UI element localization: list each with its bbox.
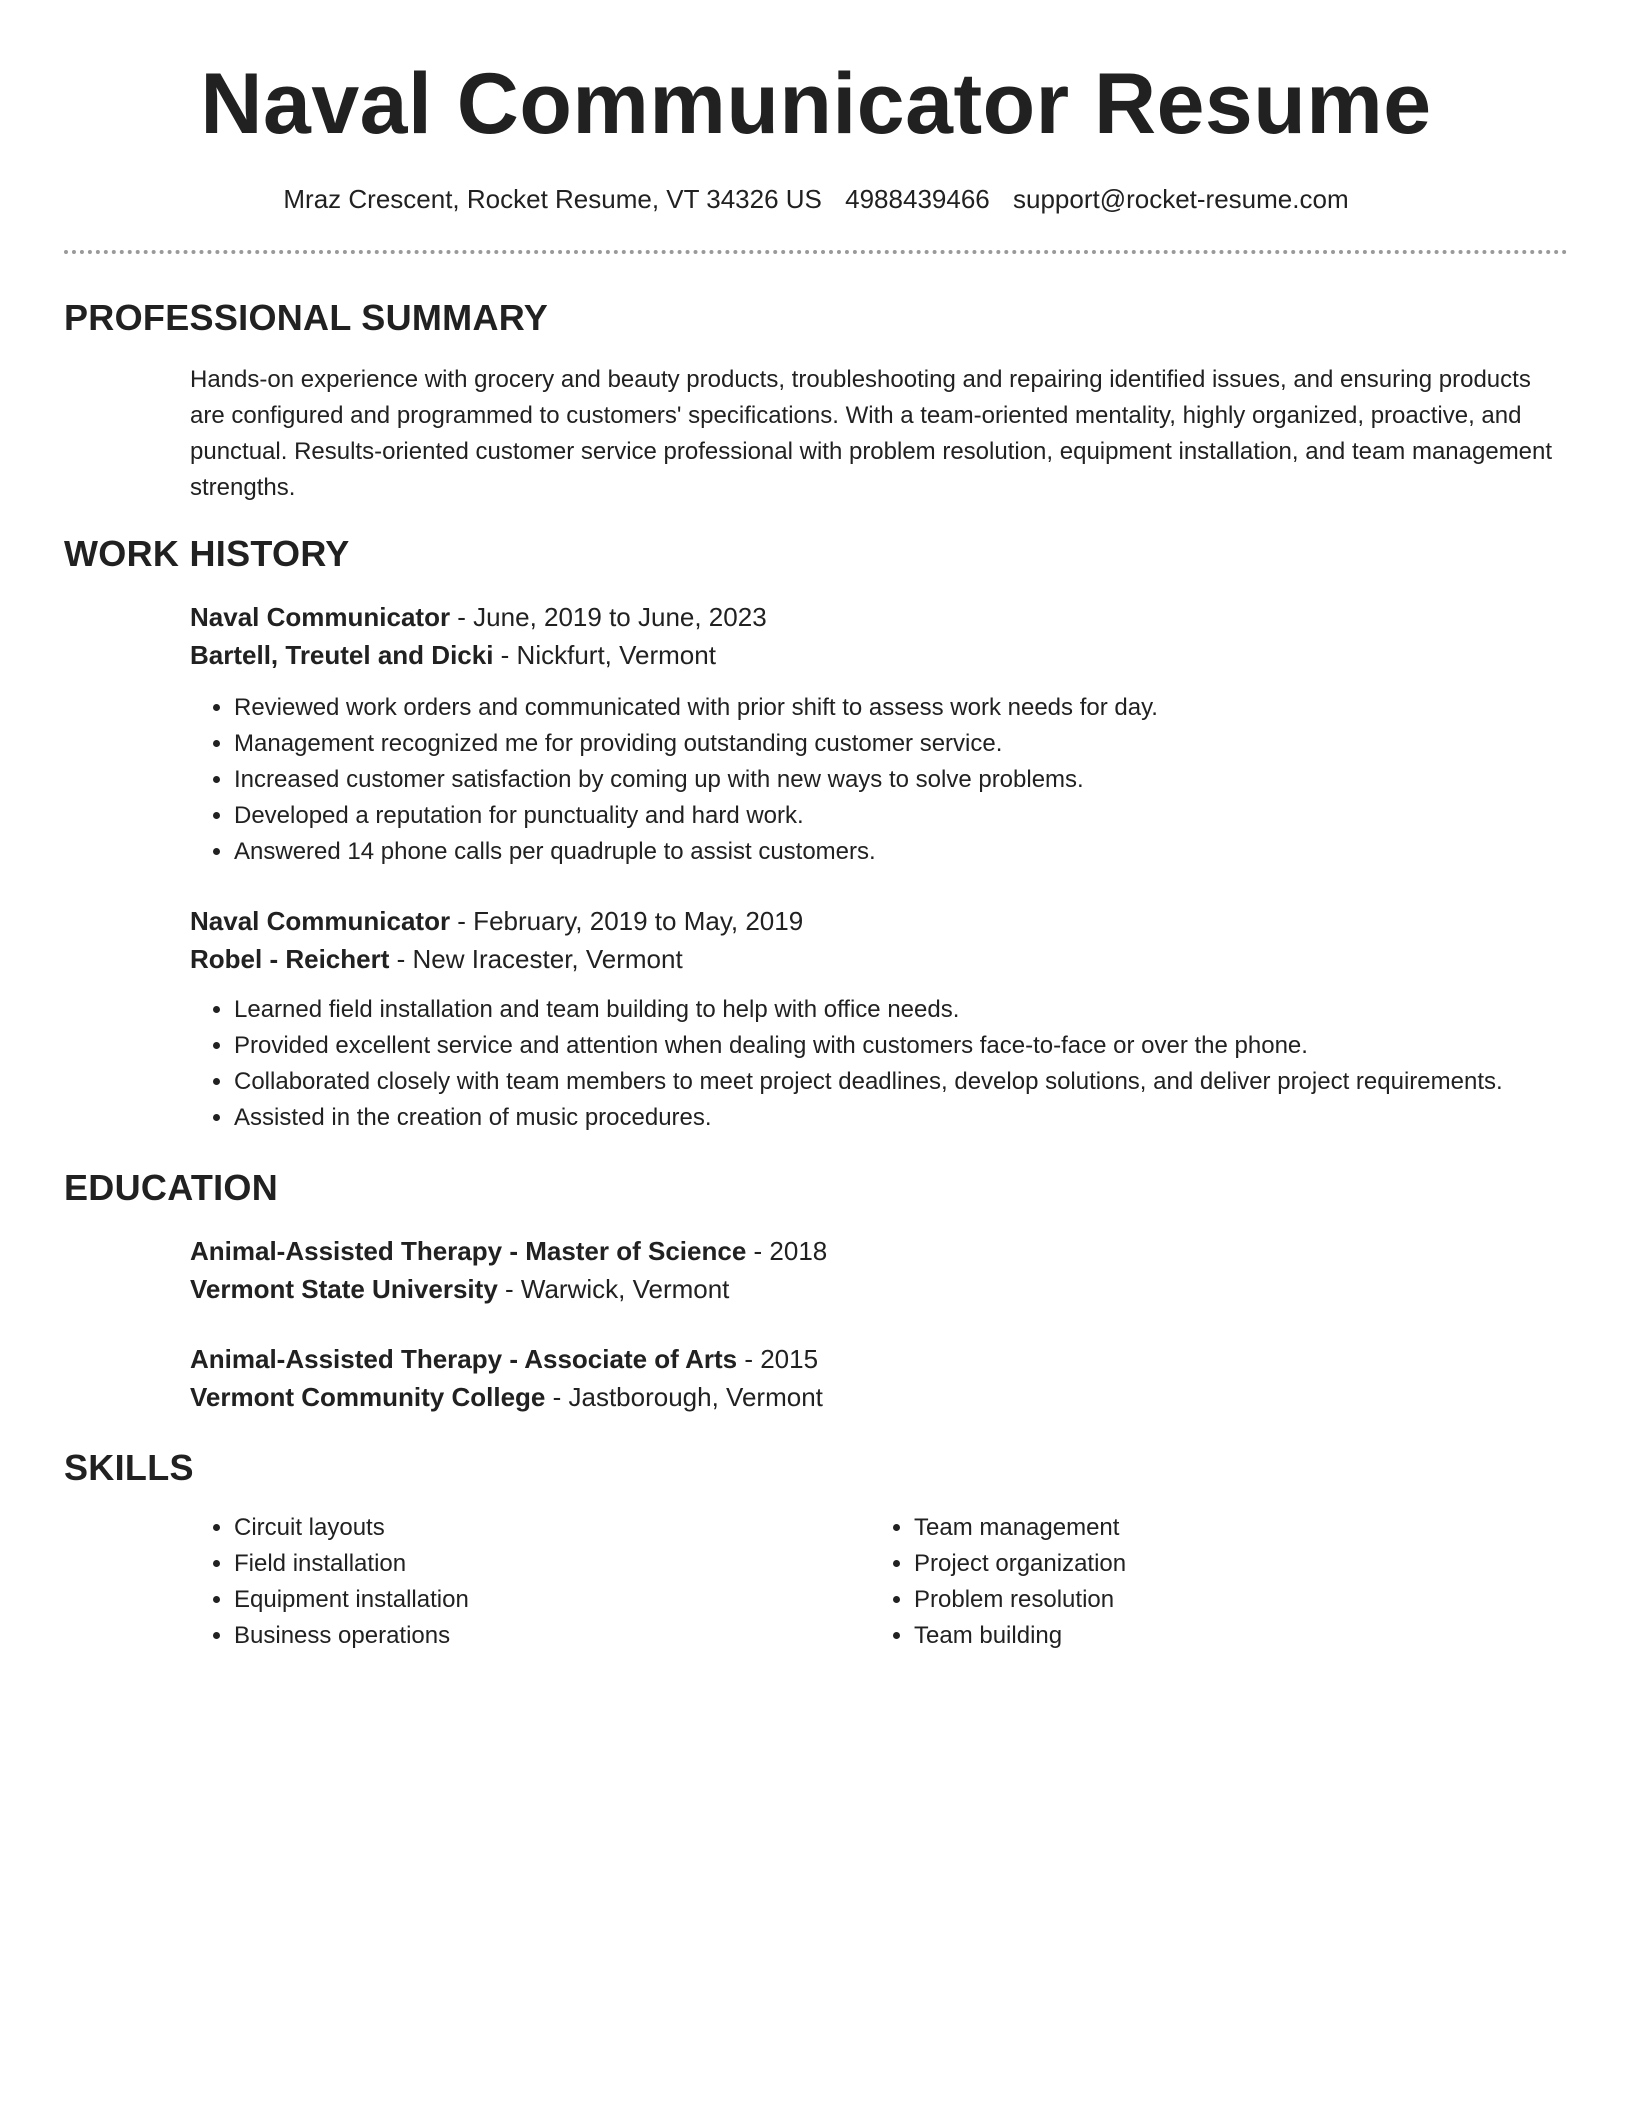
job-location: - New Iracester, Vermont	[389, 944, 683, 974]
degree-year: - 2015	[737, 1344, 819, 1374]
job-title: Naval Communicator	[190, 906, 451, 936]
education-entry	[190, 1232, 1570, 1308]
education-heading: EDUCATION	[64, 1167, 279, 1208]
summary-text: Hands-on experience with grocery and beauty products, troubleshooting and repairing identified issues, and ensuring products are configured and programmed to customers' specifications. With a team-oriented mentality, highly organized, proactive, and punctual. Results-oriented customer service professional with problem resolution, equipment installation, and team management strengths.	[190, 366, 1553, 501]
list-item: • Learned field installation and team building to help with office needs.	[234, 992, 1570, 1028]
degree-line	[190, 1340, 1570, 1378]
skill-item: • Project organization	[914, 1546, 1490, 1582]
work-history-heading: WORK HISTORY	[64, 533, 350, 574]
list-item: • Collaborated closely with team members to meet project deadlines, develop solutions, and deliver project requirements.	[234, 1064, 1570, 1100]
school-line	[190, 1270, 1570, 1308]
school-location: - Warwick, Vermont	[497, 1274, 730, 1304]
skill-item: • Field installation	[234, 1546, 810, 1582]
list-item: • Reviewed work orders and communicated with prior shift to assess work needs for day.	[234, 690, 1570, 726]
header-divider	[64, 250, 1568, 254]
school-line	[190, 1378, 1570, 1416]
list-item: • Developed a reputation for punctuality and hard work.	[234, 798, 1570, 834]
degree: Animal-Assisted Therapy - Master of Science	[190, 1236, 747, 1266]
list-item: • Assisted in the creation of music procedures.	[234, 1100, 1570, 1136]
contact-address: Mraz Crescent, Rocket Resume, VT 34326 US	[283, 184, 822, 214]
skills-list	[190, 1510, 810, 1654]
school: Vermont State University	[190, 1274, 498, 1304]
list-item: • Provided excellent service and attention when dealing with customers face-to-face or over the phone.	[234, 1028, 1570, 1064]
skill-item: • Team management	[914, 1510, 1490, 1546]
summary-block	[190, 362, 1570, 506]
job-dates: - February, 2019 to May, 2019	[450, 906, 804, 936]
job-entry	[190, 598, 1570, 870]
skills-column-right	[870, 1510, 1490, 1654]
job-bullets	[190, 992, 1570, 1136]
school: Vermont Community College	[190, 1382, 546, 1412]
summary-heading: PROFESSIONAL SUMMARY	[64, 297, 549, 338]
degree: Animal-Assisted Therapy - Associate of Arts	[190, 1344, 738, 1374]
skills-column-left	[190, 1510, 810, 1654]
skill-item: • Problem resolution	[914, 1582, 1490, 1618]
job-company-line	[190, 636, 1570, 674]
job-entry	[190, 902, 1570, 1136]
skill-item: • Equipment installation	[234, 1582, 810, 1618]
contact-email: support@rocket-resume.com	[1012, 184, 1349, 214]
skill-item: • Circuit layouts	[234, 1510, 810, 1546]
job-company: Bartell, Treutel and Dicki	[190, 640, 494, 670]
school-location: - Jastborough, Vermont	[545, 1382, 823, 1412]
degree-year: - 2018	[746, 1236, 828, 1266]
list-item: • Answered 14 phone calls per quadruple to assist customers.	[234, 834, 1570, 870]
job-dates: - June, 2019 to June, 2023	[450, 602, 767, 632]
job-company: Robel - Reichert	[190, 944, 390, 974]
contact-phone: 4988439466	[845, 184, 990, 214]
resume-title: Naval Communicator Resume	[200, 56, 1432, 152]
education-entry	[190, 1340, 1570, 1416]
job-location: - Nickfurt, Vermont	[493, 640, 716, 670]
job-bullets	[190, 690, 1570, 870]
skill-item: • Team building	[914, 1618, 1490, 1654]
list-item: • Management recognized me for providing outstanding customer service.	[234, 726, 1570, 762]
list-item: • Increased customer satisfaction by coming up with new ways to solve problems.	[234, 762, 1570, 798]
job-title: Naval Communicator	[190, 602, 451, 632]
skills-heading: SKILLS	[64, 1447, 194, 1488]
job-company-line	[190, 940, 1570, 978]
job-title-line	[190, 598, 1570, 636]
skills-list	[870, 1510, 1490, 1654]
contact-line	[64, 182, 1568, 216]
degree-line	[190, 1232, 1570, 1270]
skill-item: • Business operations	[234, 1618, 810, 1654]
job-title-line	[190, 902, 1570, 940]
